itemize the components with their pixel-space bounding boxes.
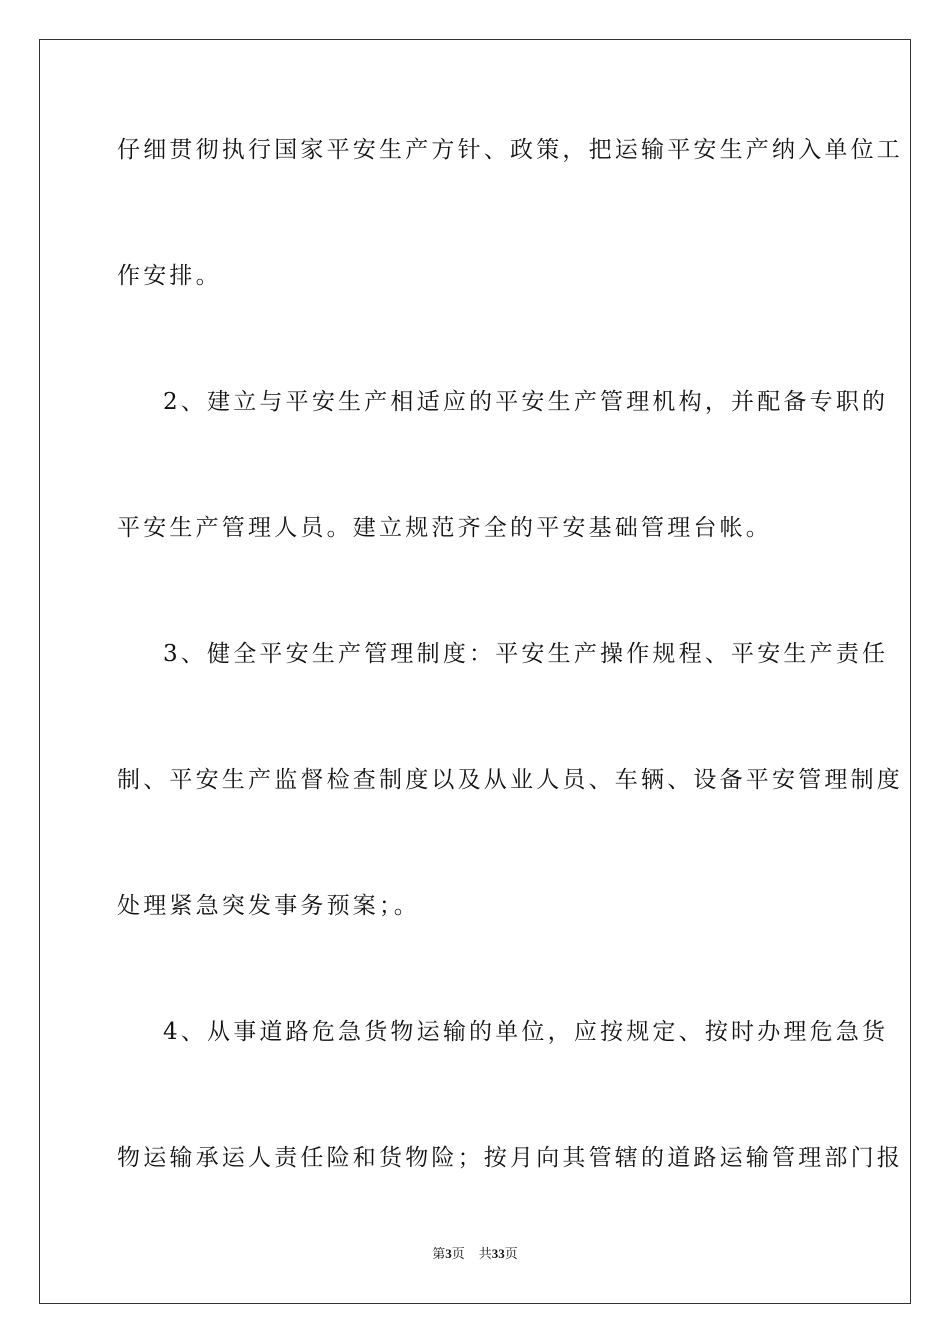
paragraph-line: 3、健全平安生产管理制度：平安生产操作规程、平安生产责任 [163,641,889,667]
paragraph-line: 制、平安生产监督检查制度以及从业人员、车辆、设备平安管理制度 [117,767,903,793]
total-pages: 33 [491,1246,505,1261]
total-prefix: 共 [478,1247,492,1262]
page-suffix: 页 [451,1247,465,1262]
total-suffix: 页 [504,1247,518,1262]
paragraph-line: 2、建立与平安生产相适应的平安生产管理机构，并配备专职的 [163,389,889,415]
paragraph-line: 物运输承运人责任险和货物险；按月向其管辖的道路运输管理部门报 [117,1145,903,1171]
paragraph-line: 4、从事道路危急货物运输的单位，应按规定、按时办理危急货 [163,1019,889,1045]
page-prefix: 第 [432,1247,446,1262]
paragraph-line: 作安排。 [117,263,222,289]
page-number: 3 [445,1246,452,1261]
paragraph-line: 处理紧急突发事务预案；。 [117,893,420,919]
page-border [39,39,911,1304]
paragraph-line: 仔细贯彻执行国家平安生产方针、政策，把运输平安生产纳入单位工 [117,137,903,163]
paragraph-line: 平安生产管理人员。建立规范齐全的平安基础管理台帐。 [117,515,772,541]
page-footer [0,1245,950,1264]
